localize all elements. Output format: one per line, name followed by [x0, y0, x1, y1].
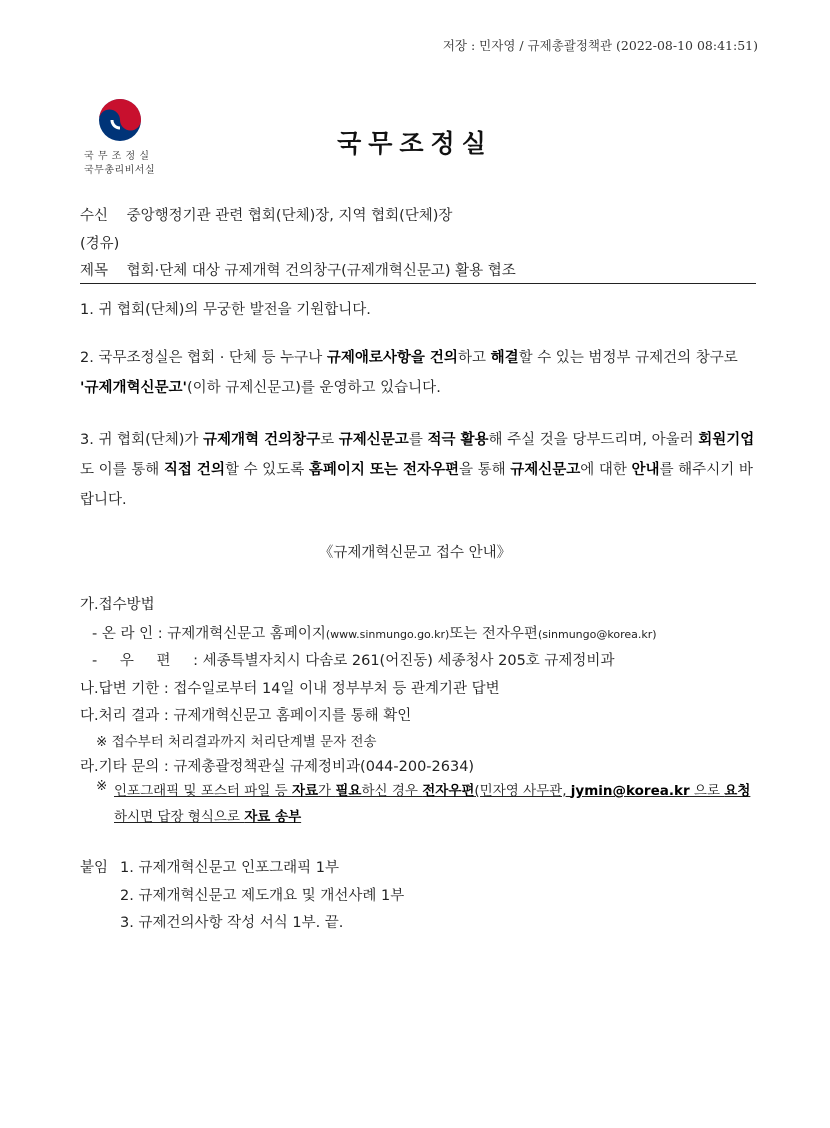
attachment-label: 붙임 — [80, 860, 109, 876]
p3-bold: 홈페이지 또는 전자우편 — [308, 462, 459, 478]
p2-bold: 해결 — [490, 350, 519, 366]
p3-bold: 규제신문고 — [510, 462, 581, 478]
document-title: 국무조정실 — [337, 129, 493, 158]
note-bold: 자료 — [291, 783, 319, 799]
note-bold: 요청 — [724, 783, 751, 799]
p3-text: 를 해주시기 바랍니다. — [80, 462, 753, 508]
online-label: - 온 라 인 : — [92, 626, 163, 642]
p3-bold: 직접 건의 — [163, 462, 225, 478]
p2-text: 할 수 있는 범정부 규제건의 창구로 — [518, 350, 738, 366]
post-label: - 우 편 : — [92, 653, 198, 669]
p3-bold: 규제신문고 — [338, 432, 409, 448]
p3-text: 해 주실 것을 당부드리며, 아울러 — [488, 432, 699, 448]
online-mail: (sinmungo@korea.kr) — [537, 628, 657, 641]
material-request-note — [114, 778, 760, 830]
p2-bold: '규제개혁신문고' — [80, 380, 187, 396]
archive-stamp: 저장 : 민자영 / 규제총괄정책관 (2022-08-10 08:41:51) — [442, 38, 758, 53]
post-address: 세종특별자치시 다솜로 261(어진동) 세종청사 205호 규제정비과 — [202, 653, 615, 669]
guide-post — [92, 649, 614, 670]
guide-da-note: ※ 접수부터 처리결과까지 처리단계별 문자 전송 — [96, 734, 377, 750]
guide-da: 다.처리 결과 : 규제개혁신문고 홈페이지를 통해 확인 — [80, 708, 412, 724]
subject-line — [80, 259, 516, 280]
p2-text: 하고 — [457, 350, 491, 366]
p2-text: (이하 규제신문고)를 운영하고 있습니다. — [186, 380, 441, 396]
p3-bold: 규제개혁 건의창구 — [203, 432, 321, 448]
contact-email: jymin@korea.kr — [570, 783, 690, 799]
p3-text: 도 이를 통해 — [80, 462, 164, 478]
p2-bold: 규제애로사항을 건의 — [326, 350, 458, 366]
p3-text: 할 수 있도록 — [224, 462, 309, 478]
p3-bold: 회원기업 — [698, 432, 755, 448]
attachment-item: 2. 규제개혁신문고 제도개요 및 개선사례 1부 — [120, 888, 405, 904]
paragraph-2 — [80, 343, 760, 403]
note-bold: 필요 — [335, 783, 362, 799]
note-text: 하시면 답장 형식으로 — [114, 809, 245, 825]
online-url: (www.sinmungo.go.kr) — [325, 628, 450, 641]
note-bold: 전자우편 — [422, 783, 475, 799]
p3-bold: 안내 — [631, 462, 660, 478]
note-text: 가 — [318, 783, 336, 799]
online-text: 규제개혁신문고 홈페이지 — [167, 626, 326, 642]
note-text: 하신 경우 — [361, 783, 423, 799]
note-mark: ※ — [96, 778, 108, 794]
p3-text: 에 대한 — [580, 462, 632, 478]
subject-label: 제목 — [80, 263, 109, 279]
note-bold: 자료 송부 — [244, 809, 302, 825]
guide-online — [92, 622, 657, 643]
guide-ga: 가.접수방법 — [80, 597, 155, 613]
attachment-item: 3. 규제건의사항 작성 서식 1부. 끝. — [120, 915, 344, 931]
note-text: (민자영 사무관, — [474, 783, 571, 799]
p3-text: 을 통해 — [459, 462, 511, 478]
p3-text: 를 — [408, 432, 428, 448]
note-text: 인포그래픽 및 포스터 파일 등 — [114, 783, 292, 799]
p2-text: 2. 국무조정실은 협회 · 단체 등 누구나 — [80, 350, 327, 366]
note-text: 으로 — [689, 783, 725, 799]
recipient-value: 중앙행정기관 관련 협회(단체)장, 지역 협회(단체)장 — [126, 208, 453, 224]
paragraph-3 — [80, 425, 760, 515]
p3-text: 로 — [320, 432, 339, 448]
p3-bold: 적극 활용 — [427, 432, 489, 448]
guide-ra: 라.기타 문의 : 규제총괄정책관실 규제정비과(044-200-2634) — [80, 759, 475, 775]
via-line: (경유) — [80, 236, 120, 252]
org-name-small-sub: 국무총리비서실 — [84, 165, 156, 176]
header-divider — [80, 283, 756, 284]
paragraph-1: 1. 귀 협회(단체)의 무궁한 발전을 기원합니다. — [80, 302, 371, 318]
guide-na: 나.답변 기한 : 접수일로부터 14일 이내 정부부처 등 관계기관 답변 — [80, 681, 500, 697]
recipient-line — [80, 204, 452, 225]
guide-heading: 《규제개혁신문고 접수 안내》 — [318, 545, 512, 561]
p3-text: 3. 귀 협회(단체)가 — [80, 432, 204, 448]
online-text: 또는 전자우편 — [449, 626, 538, 642]
subject-value: 협회·단체 대상 규제개혁 건의창구(규제개혁신문고) 활용 협조 — [126, 263, 516, 279]
org-name-small: 국 무 조 정 실 — [84, 151, 150, 162]
attachment-item: 1. 규제개혁신문고 인포그래픽 1부 — [120, 860, 339, 876]
recipient-label: 수신 — [80, 208, 109, 224]
